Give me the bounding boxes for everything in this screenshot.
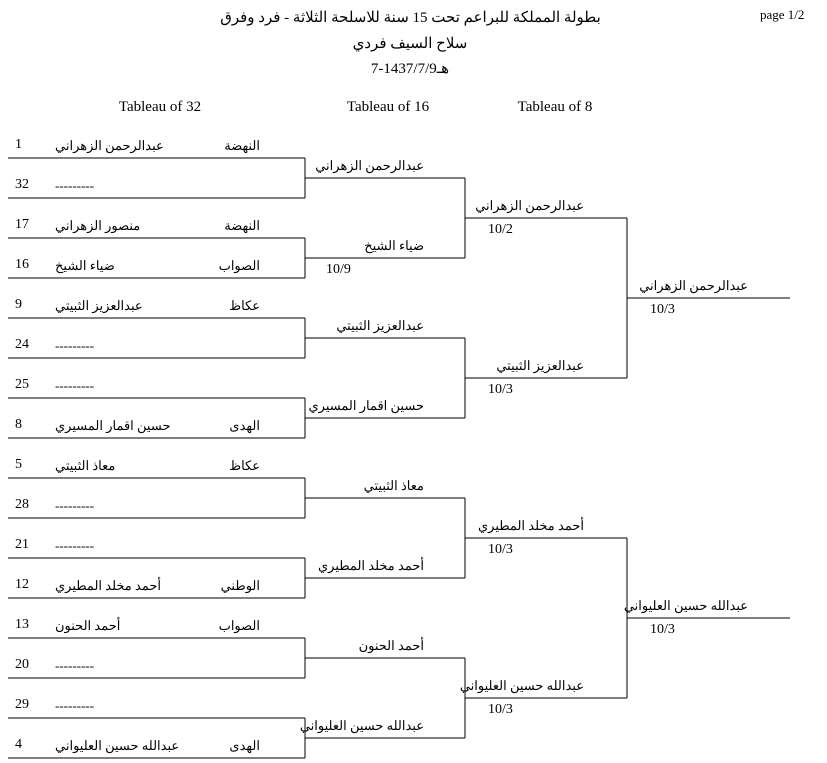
bout-score: 10/9 — [326, 262, 351, 277]
entrant-club: عكاظ — [229, 458, 260, 473]
entrant-club: الصواب — [218, 258, 260, 273]
entrant-name: عبدالرحمن الزهراني — [475, 198, 584, 213]
entrant-name: --------- — [55, 538, 94, 553]
seed-number: 29 — [15, 697, 29, 712]
entrant-name: ضياء الشيخ — [364, 238, 424, 253]
entrant-name: --------- — [55, 498, 94, 513]
seed-number: 8 — [15, 417, 22, 432]
bout-score: 10/3 — [488, 702, 513, 717]
entrant-name: عبدالله حسين العليواني — [459, 678, 584, 693]
entrant-name: --------- — [55, 698, 94, 713]
entrant-name: معاذ الثبيتي — [55, 458, 116, 473]
weapon-subtitle: سلاح السيف فردي — [352, 36, 468, 52]
entrant-club: النهضة — [224, 218, 260, 233]
entrant-name: معاذ الثبيتي — [363, 478, 424, 493]
column-header-tableau-8: Tableau of 8 — [517, 99, 593, 115]
seed-number: 9 — [15, 297, 22, 312]
seed-number: 32 — [15, 177, 29, 192]
entrant-club: النهضة — [224, 138, 260, 153]
entrant-name: عبدالرحمن الزهراني — [639, 278, 748, 293]
entrant-club: الهدى — [229, 418, 260, 433]
bout-score: 10/3 — [650, 302, 675, 317]
entrant-name: عبدالعزيز الثبيتي — [336, 318, 424, 333]
seed-number: 13 — [15, 617, 29, 632]
entrant-name: --------- — [55, 378, 94, 393]
entrant-name: عبدالله حسين العليواني — [623, 598, 748, 613]
entrant-name: عبدالعزيز الثبيتي — [496, 358, 584, 373]
seed-number: 25 — [15, 377, 29, 392]
seed-number: 1 — [15, 137, 22, 152]
entrant-name: أحمد مخلد المطيري — [478, 518, 584, 533]
entrant-club: الصواب — [218, 618, 260, 633]
entrant-name: --------- — [55, 178, 94, 193]
seed-number: 12 — [15, 577, 29, 592]
page-number: page 1/2 — [760, 7, 805, 22]
column-header-tableau-32: Tableau of 32 — [118, 99, 202, 115]
bout-score: 10/3 — [650, 622, 675, 637]
seed-number: 17 — [15, 217, 29, 232]
entrant-name: حسين اقمار المسيري — [308, 398, 424, 413]
seed-number: 5 — [15, 457, 22, 472]
entrant-name: عبدالعزيز الثبيتي — [55, 298, 143, 313]
seed-number: 21 — [15, 537, 29, 552]
entrant-name: أحمد الحنون — [55, 618, 121, 633]
tournament-title: بطولة المملكة للبراعم تحت 15 سنة للاسلحة الثلاثة - فرد وفرق — [220, 10, 601, 26]
bout-score: 10/2 — [488, 222, 513, 237]
entrant-name: عبدالرحمن الزهراني — [315, 158, 424, 173]
seed-number: 28 — [15, 497, 29, 512]
seed-number: 24 — [15, 337, 29, 352]
entrant-club: الهدى — [229, 738, 260, 753]
entrant-name: ضياء الشيخ — [55, 258, 115, 273]
bout-score: 10/3 — [488, 382, 513, 397]
entrant-name: عبدالله حسين العليواني — [299, 718, 424, 733]
entrant-name: أحمد مخلد المطيري — [318, 558, 424, 573]
event-date: 7-1437/7/9هـ — [370, 61, 450, 77]
entrant-name: عبدالله حسين العليواني — [55, 738, 180, 753]
seed-number: 4 — [15, 737, 22, 752]
column-header-tableau-16: Tableau of 16 — [346, 99, 430, 115]
entrant-name: أحمد مخلد المطيري — [55, 578, 161, 593]
entrant-name: منصور الزهراني — [55, 218, 141, 233]
entrant-club: الوطني — [220, 578, 260, 593]
entrant-club: عكاظ — [229, 298, 260, 313]
entrant-name: حسين اقمار المسيري — [55, 418, 171, 433]
seed-number: 20 — [15, 657, 29, 672]
seed-number: 16 — [15, 257, 29, 272]
entrant-name: --------- — [55, 338, 94, 353]
entrant-name: --------- — [55, 658, 94, 673]
entrant-name: عبدالرحمن الزهراني — [55, 138, 164, 153]
bout-score: 10/3 — [488, 542, 513, 557]
entrant-name: أحمد الحنون — [358, 638, 424, 653]
